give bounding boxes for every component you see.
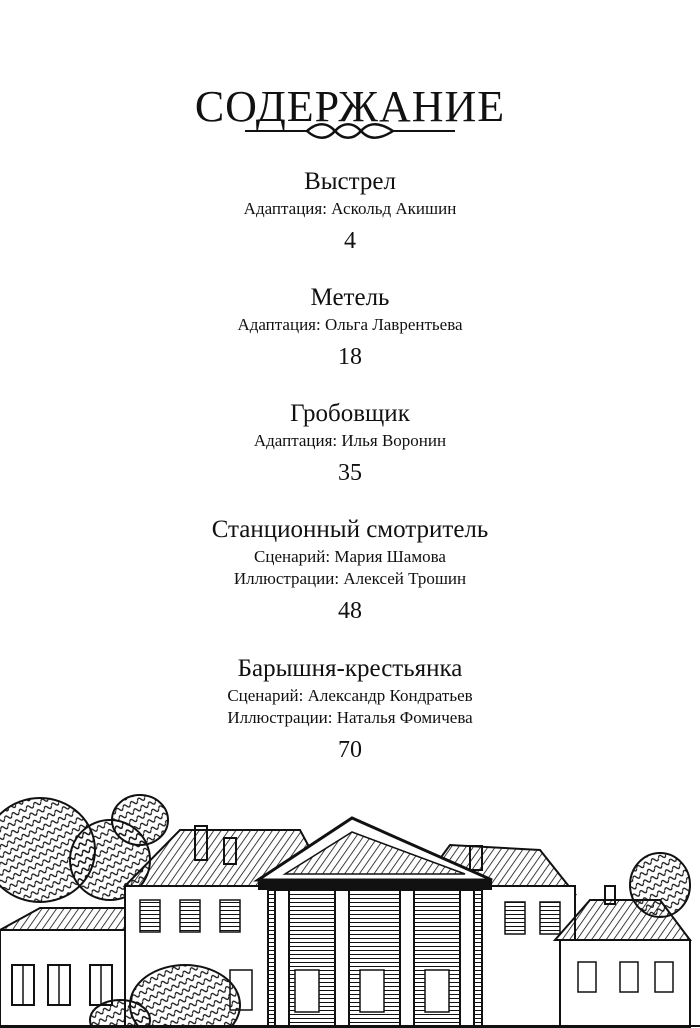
entry-page-number: 4 bbox=[344, 228, 356, 254]
entry-page-number: 35 bbox=[338, 460, 362, 486]
entry-credit: Сценарий: Мария Шамова bbox=[254, 547, 446, 566]
entry-credit: Адаптация: Аскольд Акишин bbox=[243, 199, 457, 218]
entry-credit: Иллюстрации: Наталья Фомичева bbox=[227, 708, 473, 727]
entry-page-number: 18 bbox=[338, 344, 362, 370]
entry-credit: Адаптация: Ольга Лаврентьева bbox=[237, 315, 463, 334]
entry-title: Выстрел bbox=[304, 168, 396, 195]
entry-title: Гробовщик bbox=[290, 400, 410, 427]
toc-entry[interactable] bbox=[0, 653, 700, 765]
toc-entry[interactable] bbox=[0, 166, 700, 256]
page-title: СОДЕРЖАНИЕ bbox=[194, 82, 506, 132]
toc-entry[interactable] bbox=[0, 514, 700, 626]
entry-credit: Адаптация: Илья Воронин bbox=[253, 431, 447, 450]
entry-page-number: 48 bbox=[338, 598, 362, 624]
entry-title: Барышня-крестьянка bbox=[237, 655, 463, 682]
entry-credit: Иллюстрации: Алексей Трошин bbox=[233, 569, 467, 588]
entry-title: Станционный смотритель bbox=[211, 516, 489, 543]
manor-house-illustration bbox=[0, 790, 700, 1028]
toc-entry[interactable] bbox=[0, 282, 700, 372]
entry-credit: Сценарий: Александр Кондратьев bbox=[227, 686, 473, 705]
entry-page-number: 70 bbox=[338, 737, 362, 763]
entry-title: Метель bbox=[310, 284, 390, 311]
ornament-divider-icon bbox=[245, 118, 455, 142]
house-right bbox=[555, 853, 690, 1028]
toc-entry[interactable] bbox=[0, 398, 700, 488]
